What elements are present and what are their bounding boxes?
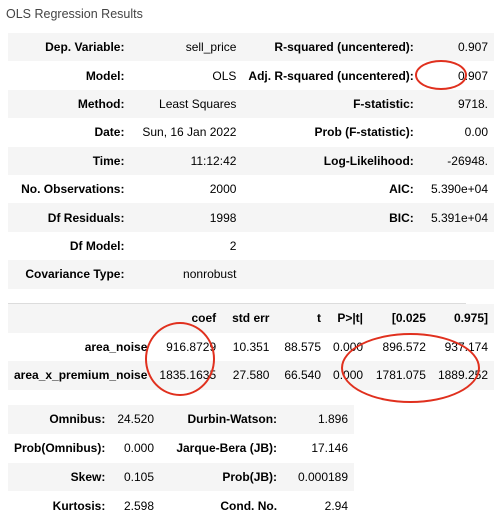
row-label: Prob(Omnibus): [14, 441, 106, 456]
column-header: coef [153, 304, 222, 333]
cell-value: Least Squares [130, 90, 242, 118]
cell-value: 937.174 [444, 339, 488, 354]
row-label: Model: [85, 68, 125, 83]
row-label: area_x_premium_noise [8, 361, 153, 390]
annotation-circle-conf-int [341, 333, 480, 403]
cell-value: 9718. [420, 90, 494, 118]
cell-value: 1889.252 [432, 361, 494, 390]
table-row [8, 463, 354, 492]
table-row [8, 90, 494, 118]
row-label: Prob (F-statistic): [314, 125, 414, 140]
cell-value: -26948. [420, 147, 494, 175]
cell-value: 27.580 [222, 361, 275, 390]
row-label: Covariance Type: [8, 260, 130, 288]
cell-value: 0.000 [327, 361, 369, 390]
column-header: std err [222, 304, 275, 333]
row-label: Time: [8, 147, 130, 175]
annotation-circle-coef [145, 322, 215, 396]
table-row [8, 203, 494, 231]
cell-value: 0.00 [464, 125, 488, 140]
cell-value: 5.390e+04 [430, 182, 488, 197]
table-row [8, 434, 354, 463]
annotation-circle-adj-r2 [415, 60, 467, 90]
column-header: 0.975] [432, 304, 494, 333]
table-row [8, 260, 494, 288]
row-label: AIC: [389, 182, 414, 197]
row-label: Durbin-Watson: [160, 405, 283, 434]
table-row [8, 33, 494, 61]
cell-value: 24.520 [111, 405, 160, 434]
cell-value: 896.572 [382, 339, 426, 354]
cell-value: 66.540 [275, 361, 327, 390]
cell-value: OLS [212, 68, 237, 83]
cell-value: 5.391e+04 [420, 203, 494, 231]
cell-value: 2000 [209, 182, 237, 197]
row-label: No. Observations: [21, 182, 125, 197]
cell-value: Sun, 16 Jan 2022 [142, 125, 237, 140]
cell-value: 1998 [130, 203, 242, 231]
cell-value: 2 [229, 238, 237, 253]
cell-value: 1835.1635 [153, 361, 222, 390]
table-header-row [8, 304, 494, 333]
cell-value: 0.907 [457, 68, 488, 83]
cell-value: 88.575 [284, 339, 322, 354]
cell-value [420, 232, 494, 260]
row-label: Df Residuals: [8, 203, 130, 231]
table-row [8, 118, 494, 146]
row-label: Omnibus: [8, 405, 111, 434]
row-label [242, 260, 419, 288]
cell-value: 2.94 [324, 498, 349, 513]
column-header [8, 304, 153, 333]
column-header: P>|t| [327, 304, 369, 333]
cell-value: 0.000189 [283, 463, 354, 492]
cell-value: nonrobust [130, 260, 242, 288]
table-row [8, 405, 354, 434]
row-label: F-statistic: [242, 90, 419, 118]
row-label: Prob(JB): [160, 463, 283, 492]
row-label: Df Model: [69, 238, 125, 253]
cell-value [420, 260, 494, 288]
row-label: R-squared (uncentered): [242, 33, 419, 61]
row-label: Log-Likelihood: [242, 147, 419, 175]
cell-value: 0.000 [333, 339, 364, 354]
row-label: Method: [8, 90, 130, 118]
cell-value: sell_price [130, 33, 242, 61]
cell-value: 11:12:42 [130, 147, 242, 175]
cell-value: 10.351 [232, 339, 270, 354]
table-row [8, 175, 494, 203]
table-row [8, 147, 494, 175]
cell-value: 0.105 [111, 463, 160, 492]
cell-value: 0.907 [420, 33, 494, 61]
column-header: [0.025 [369, 304, 432, 333]
row-label: BIC: [242, 203, 419, 231]
table-row [8, 232, 494, 260]
row-label [242, 232, 419, 260]
diagnostics-table [8, 405, 354, 520]
row-label: Dep. Variable: [8, 33, 130, 61]
cell-value: 17.146 [311, 441, 349, 456]
row-label: Date: [94, 125, 125, 140]
cell-value: 2.598 [124, 498, 155, 513]
row-label: Jarque-Bera (JB): [176, 441, 278, 456]
row-label: Cond. No. [220, 498, 278, 513]
cell-value: 916.8729 [166, 339, 217, 354]
row-label: Skew: [8, 463, 111, 492]
row-label: area_noise [84, 339, 148, 354]
column-header: t [275, 304, 327, 333]
page-title: OLS Regression Results [6, 7, 143, 21]
cell-value: 0.000 [124, 441, 155, 456]
row-label: Kurtosis: [52, 498, 106, 513]
cell-value: 1.896 [283, 405, 354, 434]
cell-value: 1781.075 [369, 361, 432, 390]
table-row [8, 491, 354, 520]
row-label: Adj. R-squared (uncentered): [248, 68, 414, 83]
